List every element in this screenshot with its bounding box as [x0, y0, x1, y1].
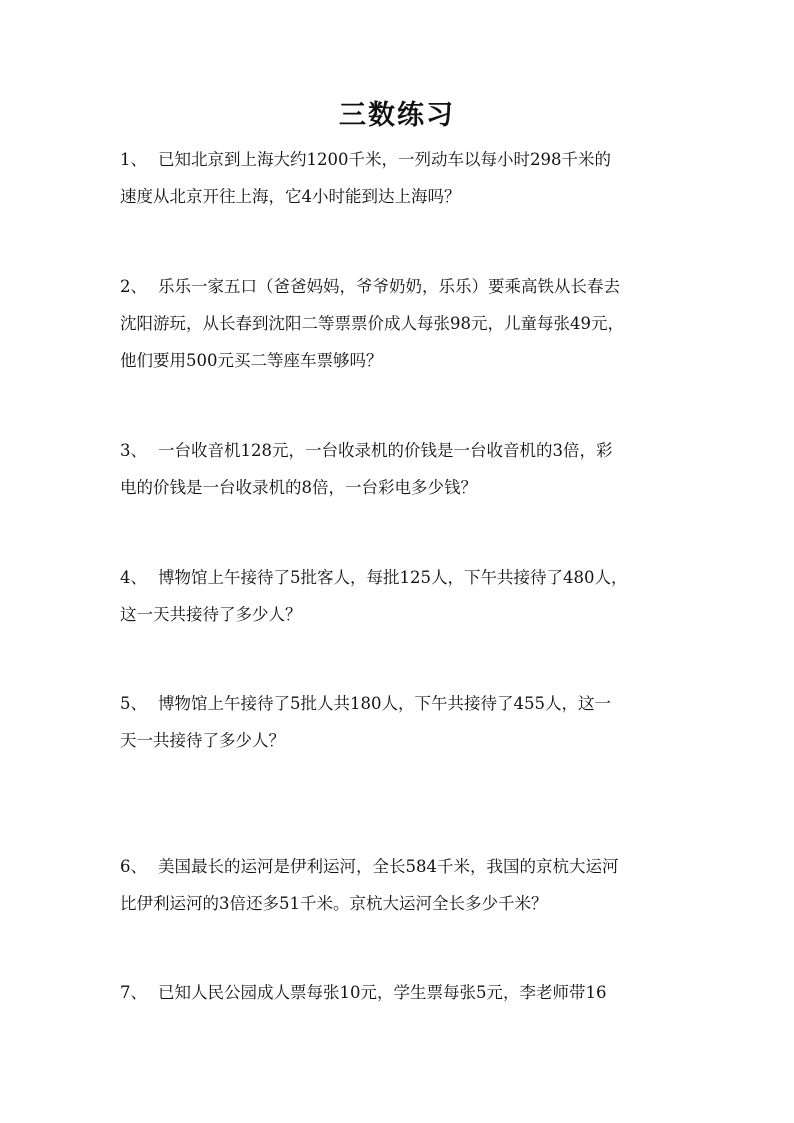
problem-text: 已知北京到上海大约1200千米，一列动车以每小时298千米的: [158, 150, 611, 169]
problem-text: 博物馆上午接待了5批客人，每批125人，下午共接待了480人，: [158, 568, 628, 587]
problem-text: 乐乐一家五口（爸爸妈妈，爷爷奶奶，乐乐）要乘高铁从长春去: [158, 277, 620, 296]
problem-text: 美国最长的运河是伊利运河，全长584千米，我国的京杭大运河: [158, 857, 619, 876]
problem-text: 已知人民公园成人票每张10元，学生票每张5元，李老师带16: [158, 983, 607, 1002]
problem-4: [120, 559, 680, 633]
problem-number: 4、: [120, 568, 147, 587]
problem-text: 比伊利运河的3倍还多51千米。京杭大运河全长多少千米？: [120, 894, 548, 913]
problem-1: [120, 141, 680, 215]
problem-number: 1、: [120, 150, 147, 169]
problem-line: [120, 432, 680, 469]
problem-text: 一台收音机128元，一台收录机的价钱是一台收音机的3倍，彩: [158, 441, 613, 460]
problem-text: 沈阳游玩，从长春到沈阳二等票票价成人每张98元，儿童每张49元，: [120, 314, 624, 333]
problem-text: 他们要用500元买二等座车票够吗？: [120, 351, 383, 370]
problem-number: 2、: [120, 277, 147, 296]
problem-line: [120, 974, 680, 1011]
problem-line: [120, 268, 680, 305]
problem-number: 7、: [120, 983, 147, 1002]
problem-line: [120, 848, 680, 885]
problem-text: 天一共接待了多少人？: [120, 731, 285, 750]
problem-number: 6、: [120, 857, 147, 876]
page-title: 三数练习: [339, 100, 455, 131]
problem-line: [120, 685, 680, 722]
problem-line: [120, 141, 680, 178]
problem-text: 速度从北京开往上海，它4小时能到达上海吗？: [120, 187, 461, 206]
problem-number: 5、: [120, 694, 147, 713]
problem-2: [120, 268, 680, 379]
problem-text: 电的价钱是一台收录机的8倍，一台彩电多少钱？: [120, 478, 477, 497]
problem-text: 博物馆上午接待了5批人共180人，下午共接待了455人，这一: [158, 694, 611, 713]
problem-number: 3、: [120, 441, 147, 460]
problem-line: [120, 559, 680, 596]
problem-3: [120, 432, 680, 506]
problem-text: 这一天共接待了多少人？: [120, 605, 302, 624]
problem-6: [120, 848, 680, 922]
problem-5: [120, 685, 680, 759]
problem-7: [120, 974, 680, 1011]
